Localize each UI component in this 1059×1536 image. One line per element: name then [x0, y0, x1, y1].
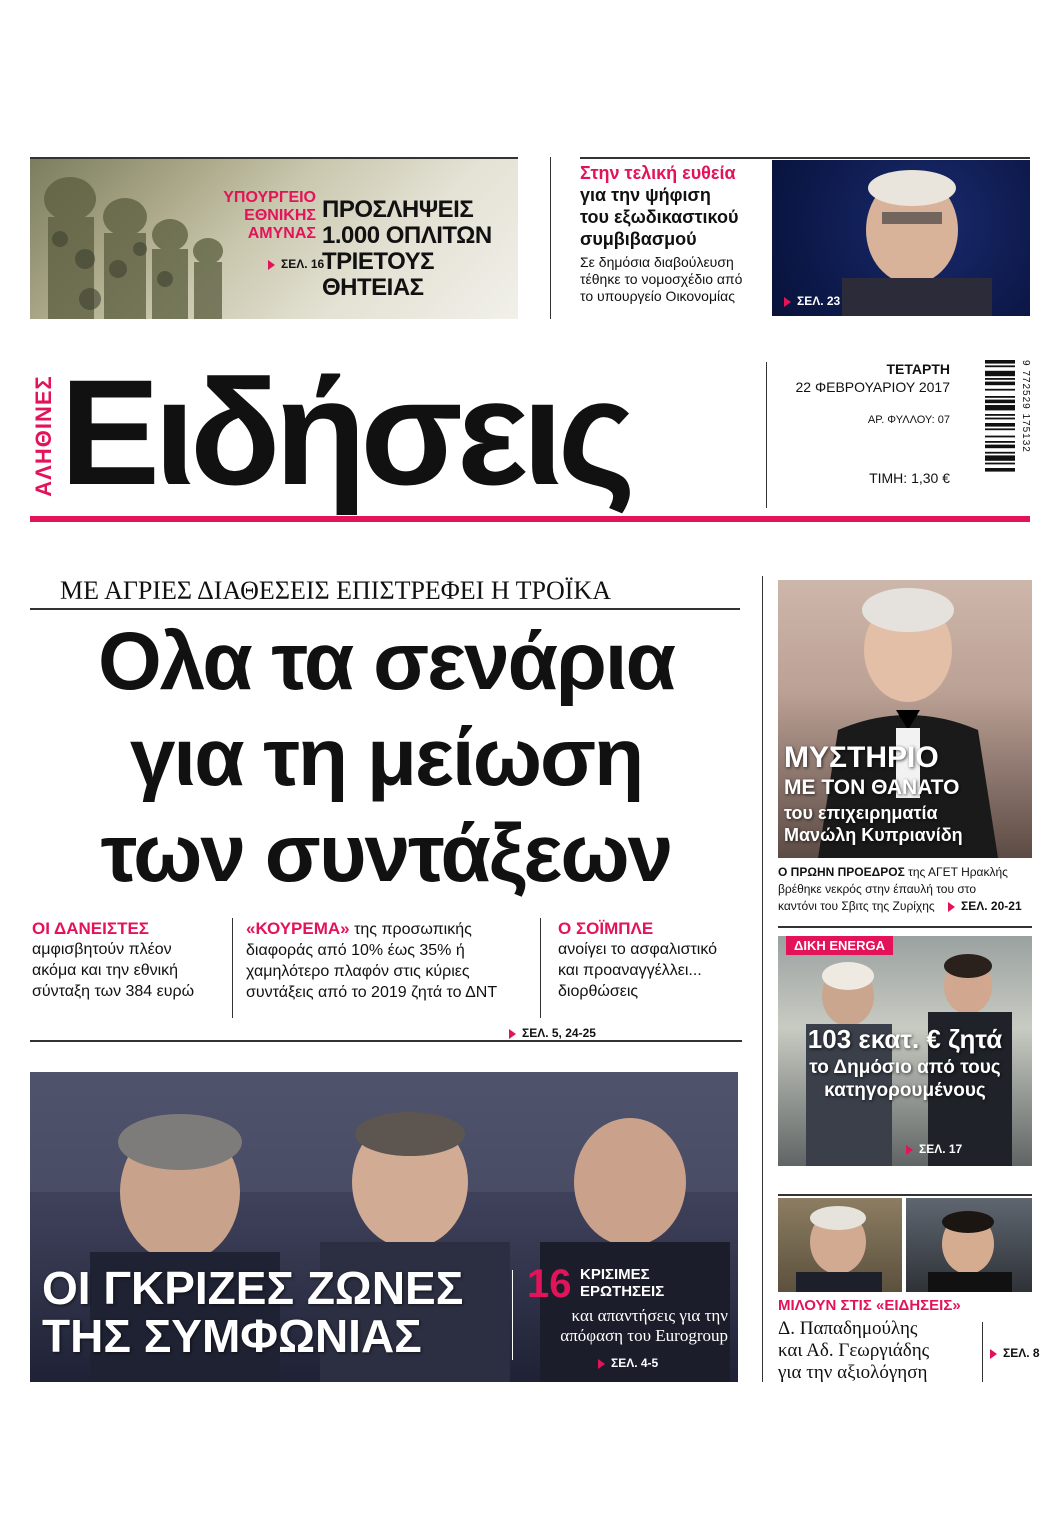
main-headline: Ολα τα σενάρια για τη μείωση των συντάξεων: [97, 616, 675, 899]
page-ref[interactable]: ΣΕΛ. 23: [784, 294, 840, 308]
side1-headline: ΜΥΣΤΗΡΙΟ: [784, 741, 939, 774]
sixteen-label: ΚΡΙΣΙΜΕΣ ΕΡΩΤΗΣΕΙΣ: [580, 1266, 665, 1300]
price: ΤΙΜΗ: 1,30 €: [869, 470, 950, 486]
headline-line: ΠΡΟΣΛΗΨΕΙΣ: [322, 196, 474, 223]
page-ref[interactable]: ΣΕΛ. 20-21: [948, 899, 1022, 913]
teaser-kicker: Στην τελική ευθεία: [580, 163, 736, 183]
papadimoulis-photo: [778, 1198, 902, 1292]
kicker-line: ΥΠΟΥΡΓΕΙΟ: [223, 189, 316, 206]
top-right-teaser: [580, 162, 780, 305]
teaser-kicker: [218, 189, 316, 243]
barcode-bar: [985, 455, 1015, 460]
barcode-bar: [985, 452, 1015, 454]
main-kicker: ΜΕ ΑΓΡΙΕΣ ΔΙΑΘΕΣΕΙΣ ΕΠΙΣΤΡΕΦΕΙ Η ΤΡΟΪΚΑ: [60, 576, 611, 605]
barcode-bar: [985, 414, 1015, 416]
side2-headline: 103 εκατ. € ζητά: [807, 1024, 1003, 1054]
side3-divider: [982, 1322, 983, 1382]
barcode: [985, 360, 1031, 510]
arrow-icon: [598, 1359, 605, 1369]
main-column-1: ΟΙ ΔΑΝΕΙΣΤΕΣ αμφισβητούν πλέον ακόμα και την εθνική σύνταξη των 384 ευρώ: [32, 919, 195, 1000]
barcode-bar: [985, 371, 1015, 376]
side1-caption: Ο ΠΡΩΗΝ ΠΡΟΕΔΡΟΣ της ΑΓΕΤ Ηρακλής βρέθηκε νεκρός στην έπαυλή του στο καντόνι του Σβιτς της Ζυρίχης ΣΕΛ. 20-21: [778, 865, 1022, 913]
headline-line: ΤΡΙΕΤΟΥΣ ΘΗΤΕΙΑΣ: [322, 248, 434, 301]
portrait-illustration: [772, 160, 1030, 316]
main-column-3: Ο ΣΟΪΜΠΛΕ ανοίγει το ασφαλιστικό και προαναγγέλλει... διορθώσεις: [558, 919, 718, 1000]
georgiadis-illustration: [906, 1198, 1032, 1292]
arrow-icon: [906, 1145, 913, 1155]
top-right-rule: [580, 157, 1030, 159]
masthead-rule: [30, 516, 1030, 522]
side3-body: Δ. Παπαδημούλης και Αδ. Γεωργιάδης για την αξιολόγηση: [778, 1318, 930, 1383]
arrow-icon: [948, 902, 955, 912]
arrow-icon: [990, 1349, 997, 1359]
side3-kicker: ΜΙΛΟΥΝ ΣΤΙΣ «ΕΙΔΗΣΕΙΣ»: [778, 1297, 961, 1314]
businessman-photo: [778, 580, 1032, 858]
page-ref[interactable]: ΣΕΛ. 4-5: [598, 1356, 658, 1370]
page-ref[interactable]: ΣΕΛ. 16: [268, 257, 324, 271]
side2-rule: [778, 926, 1032, 928]
barcode-bar: [985, 389, 1015, 391]
barcode-bar: [985, 418, 1015, 420]
masthead-title: Ειδήσεις: [60, 348, 630, 516]
barcode-bar: [985, 400, 1015, 404]
masthead-info: [770, 360, 950, 486]
side-divider: [762, 576, 763, 1382]
barcode-bar: [985, 382, 1015, 386]
top-divider: [550, 157, 551, 319]
kicker-line: ΑΜΥΝΑΣ: [247, 225, 316, 242]
page-ref[interactable]: ΣΕΛ. 17: [906, 1142, 962, 1156]
barcode-bar: [985, 365, 1015, 367]
side1-sub: του επιχειρηματία Μανώλη Κυπριανίδη: [784, 803, 963, 845]
georgiadis-photo: [906, 1198, 1032, 1292]
barcode-bar: [985, 428, 1015, 430]
headline-divider: [512, 1270, 513, 1360]
barcode-bar: [985, 468, 1015, 472]
arrow-icon: [268, 260, 275, 270]
teaser-body: Σε δημόσια διαβούλευση τέθηκε το νομοσχέδιο από το υπουργείο Οικονομίας: [580, 254, 743, 304]
barcode-bar: [985, 396, 1015, 398]
bottom-sub: και απαντήσεις για την απόφαση του Eurogroup: [560, 1306, 728, 1345]
masthead-divider: [766, 362, 767, 508]
kicker-line: ΕΘΝΙΚΗΣ: [244, 207, 316, 224]
side3-rule: [778, 1194, 1032, 1196]
page-ref[interactable]: ΣΕΛ. 8: [990, 1346, 1040, 1360]
day: ΤΕΤΑΡΤΗ: [886, 361, 950, 377]
main-kicker-rule: [30, 608, 740, 610]
arrow-icon: [784, 297, 791, 307]
barcode-bar: [985, 445, 1015, 449]
col-divider: [232, 918, 233, 1018]
arrow-icon: [509, 1029, 516, 1039]
barcode-bar: [985, 436, 1015, 438]
bottom-headline: ΟΙ ΓΚΡΙΖΕΣ ΖΩΝΕΣ ΤΗΣ ΣΥΜΦΩΝΙΑΣ: [42, 1262, 464, 1362]
main-column-2: «ΚΟΥΡΕΜΑ» της προσωπικής διαφοράς από 10% έως 35% ή χαμηλότερο πλαφόν στις κύριες συντάξεις από το 2019 ζητά το ΔΝΤ: [246, 919, 498, 1001]
politician-photo: [772, 160, 1030, 316]
sixteen-number: 16: [527, 1262, 572, 1306]
teaser-headline: για την ψήφιση του εξωδικαστικού συμβιβασμού: [580, 185, 739, 249]
eurogroup-photo: [30, 1072, 738, 1382]
side2-sub: το Δημόσιο από τους κατηγορουμένους: [809, 1057, 1001, 1101]
col-divider: [540, 918, 541, 1018]
barcode-bar: [985, 360, 1015, 364]
barcode-bar: [985, 423, 1015, 427]
side1-headline-2: ΜΕ ΤΟΝ ΘΑΝΑΤΟ: [784, 776, 960, 799]
date: 22 ΦΕΒΡΟΥΑΡΙΟΥ 2017: [795, 379, 950, 395]
barcode-bar: [985, 441, 1015, 443]
barcode-bar: [985, 463, 1015, 465]
page-ref[interactable]: ΣΕΛ. 5, 24-25: [505, 1026, 600, 1040]
energa-photo: [778, 936, 1032, 1166]
papadimoulis-illustration: [778, 1198, 902, 1292]
main-bottom-rule: [30, 1040, 742, 1042]
issue: ΑΡ. ΦΥΛΛΟΥ: 07: [867, 414, 950, 426]
masthead-side-label: ΑΛΗΘΙΝΕΣ: [31, 375, 56, 497]
barcode-number: 9 772529 175132: [1020, 360, 1031, 453]
barcode-bar: [985, 378, 1015, 380]
headline-line: 1.000 ΟΠΛΙΤΩΝ: [322, 222, 492, 249]
soldiers-photo: [30, 159, 518, 319]
barcode-bars: [985, 360, 1015, 510]
teaser-headline: [322, 197, 518, 301]
side2-tag: ΔΙΚΗ ENERGA: [786, 936, 893, 955]
barcode-bar: [985, 405, 1015, 410]
